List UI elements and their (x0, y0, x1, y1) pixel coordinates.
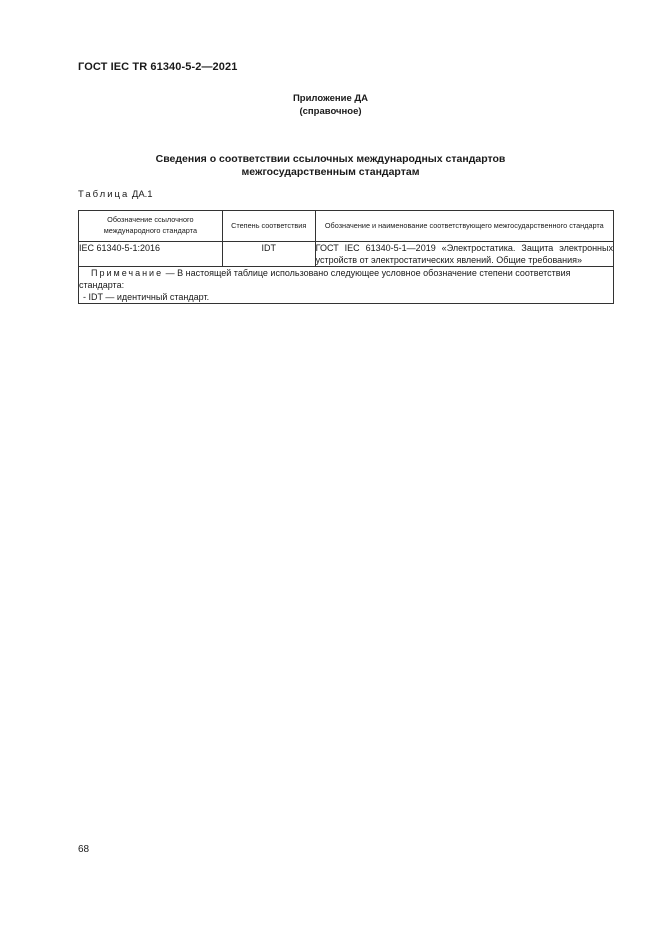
correspondence-table (78, 210, 614, 304)
column-header-degree: Степень соответствия (222, 211, 315, 242)
table-caption-word: Таблица (78, 189, 130, 200)
page-number: 68 (78, 844, 90, 855)
cell-degree: IDT (222, 242, 315, 267)
annex-heading-line2: межгосударственным стандартам (241, 166, 420, 178)
annex-heading (0, 153, 661, 179)
column-header-interstate-standard: Обозначение и наименование соответствующего межгосударственного стандарта (315, 211, 613, 242)
annex-header (0, 92, 661, 118)
cell-interstate-standard: ГОСТ IEC 61340-5-1—2019 «Электростатика. Защита электронных устройств от электростатических явлений. Общие требования» (315, 243, 613, 265)
table-header-row (79, 211, 614, 242)
annex-status: (справочное) (299, 106, 362, 117)
note-text: — В настоящей таблице использовано следующее условное обозначение степени соответствия стандарта: (79, 268, 571, 290)
table-caption (78, 189, 153, 200)
cell-intl-standard: IEC 61340-5-1:2016 (79, 242, 223, 267)
table-note-row (79, 267, 614, 304)
note-label: Примечание (91, 268, 164, 278)
table-caption-number: ДА.1 (131, 189, 153, 200)
document-code: ГОСТ IEC TR 61340-5-2—2021 (78, 61, 238, 73)
table-note (79, 267, 614, 304)
note-item: - IDT — идентичный стандарт. (83, 292, 210, 302)
annex-title: Приложение ДА (292, 93, 369, 104)
table-row (79, 242, 614, 267)
annex-heading-line1: Сведения о соответствии ссылочных международных стандартов (155, 153, 506, 165)
column-header-intl-standard: Обозначение ссылочного международного стандарта (79, 211, 223, 242)
